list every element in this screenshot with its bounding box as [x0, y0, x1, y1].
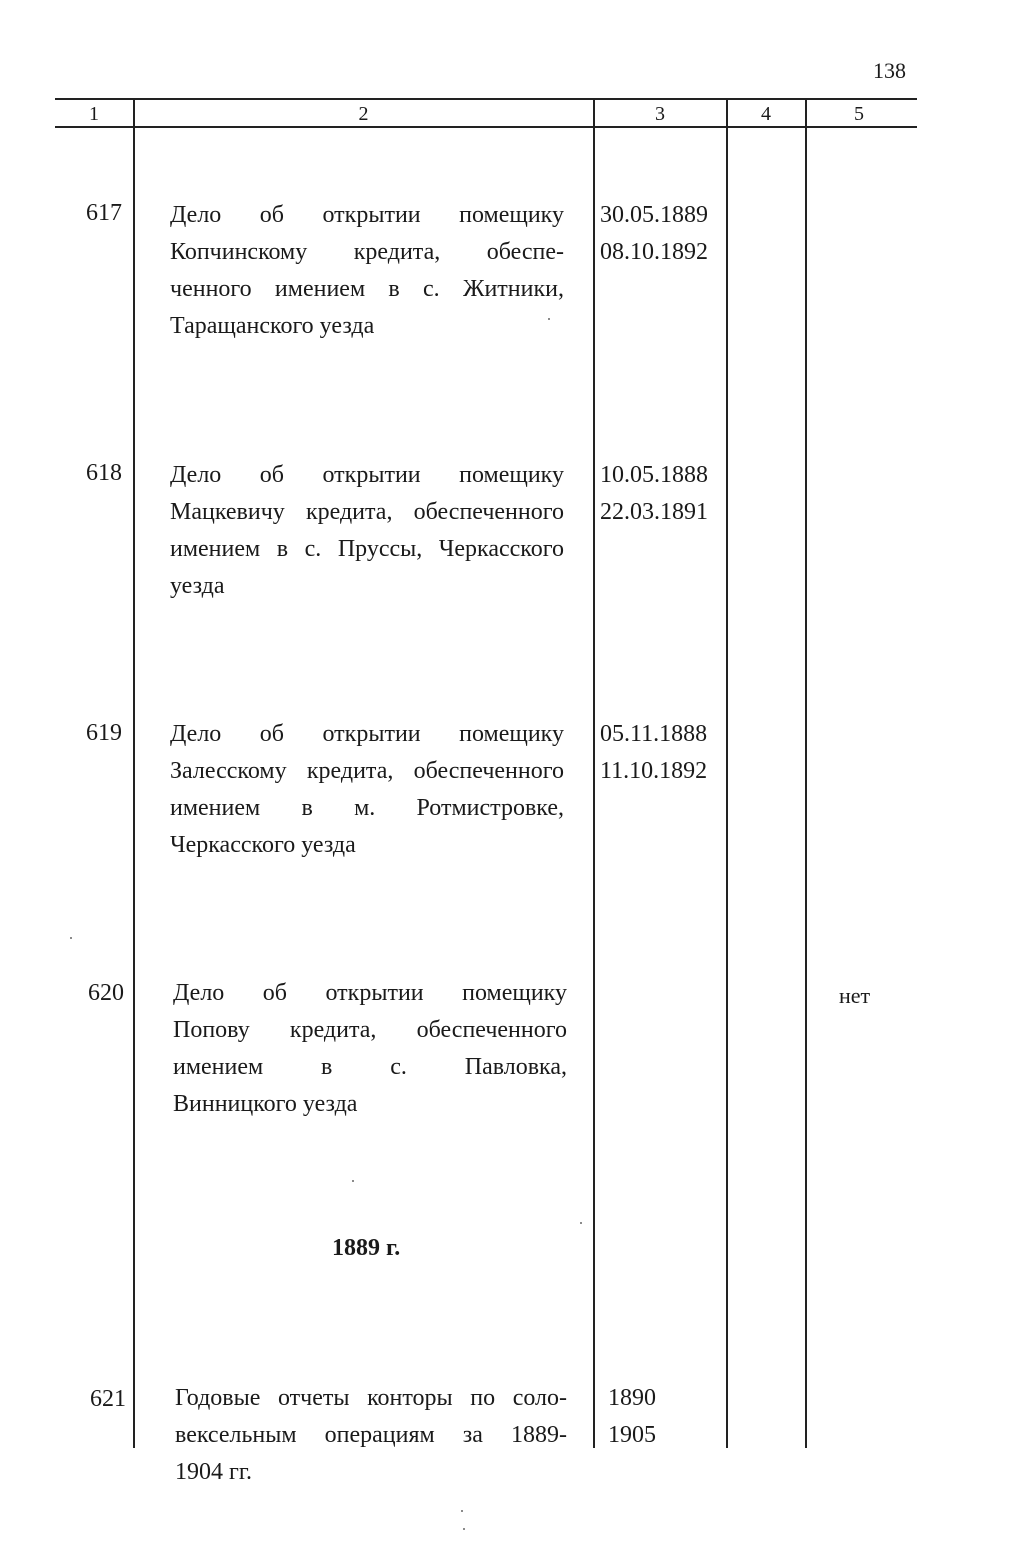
row-dates: [608, 1380, 656, 1454]
description-line: Дело об открытии помещику: [170, 721, 564, 747]
start-date: 10.05.1888: [600, 462, 708, 488]
start-date: 05.11.1888: [600, 721, 708, 747]
description-line: Дело об открытии помещику: [170, 202, 564, 228]
description-line: имением в с. Пруссы, Черкасского: [170, 536, 564, 562]
column-divider-1: [133, 98, 135, 1448]
row-dates: [600, 197, 708, 271]
column-divider-3: [726, 98, 728, 1448]
end-date: 08.10.1892: [600, 239, 708, 265]
description-line: 1904 гг.: [175, 1459, 252, 1485]
row-dates: [600, 716, 707, 790]
column-divider-4: [805, 98, 807, 1448]
row-number: 617: [86, 200, 122, 226]
description-line: Залесскому кредита, обеспеченного: [170, 758, 564, 784]
column-header-5: 5: [854, 103, 864, 125]
row-number: 619: [86, 720, 122, 746]
table-top-rule: [55, 98, 917, 100]
scan-speck: [461, 1510, 463, 1512]
description-line: Винницкого уезда: [173, 1091, 358, 1117]
description-line: Копчинскому кредита, обеспе-: [170, 239, 564, 265]
end-date: 1905: [608, 1422, 656, 1448]
description-line: имением в м. Ротмистровке,: [170, 795, 564, 821]
description-line: уезда: [170, 573, 225, 599]
description-line: Попову кредита, обеспеченного: [173, 1017, 567, 1043]
description-line: Мацкевичу кредита, обеспеченного: [170, 499, 564, 525]
scan-speck: [548, 318, 550, 320]
description-line: Дело об открытии помещику: [170, 462, 564, 488]
start-date: 30.05.1889: [600, 202, 708, 228]
column-header-1: 1: [89, 103, 99, 125]
row-description: [170, 457, 564, 605]
description-line: вексельным операциям за 1889-: [175, 1422, 567, 1448]
column-header-2: 2: [358, 103, 369, 125]
table-header-rule: [55, 126, 917, 128]
scan-speck: [352, 1180, 354, 1182]
scan-speck: [463, 1528, 465, 1530]
description-line: Черкасского уезда: [170, 832, 356, 858]
description-line: ченного имением в с. Житники,: [170, 276, 564, 302]
row-description: [170, 716, 564, 864]
row-number: 618: [86, 460, 122, 486]
column-divider-2: [593, 98, 595, 1448]
page-number: 138: [873, 58, 906, 83]
column-header-4: 4: [761, 103, 771, 125]
end-date: 11.10.1892: [600, 758, 708, 784]
row-dates: [600, 457, 708, 531]
end-date: 22.03.1891: [600, 499, 708, 525]
description-line: имением в с. Павловка,: [173, 1054, 567, 1080]
description-line: Годовые отчеты конторы по соло-: [175, 1385, 567, 1411]
row-description: [170, 197, 564, 345]
row-number: 620: [88, 980, 124, 1006]
row-description: [173, 975, 567, 1123]
row-note: нет: [839, 983, 871, 1008]
start-date: 1890: [608, 1385, 656, 1411]
description-line: Таращанского уезда: [170, 313, 375, 339]
description-line: Дело об открытии помещику: [173, 980, 567, 1006]
scan-speck: [70, 937, 72, 939]
column-header-3: 3: [655, 103, 665, 125]
row-description: [175, 1380, 567, 1491]
scan-speck: [580, 1222, 582, 1224]
row-number: 621: [90, 1386, 126, 1412]
year-heading: 1889 г.: [332, 1235, 401, 1261]
